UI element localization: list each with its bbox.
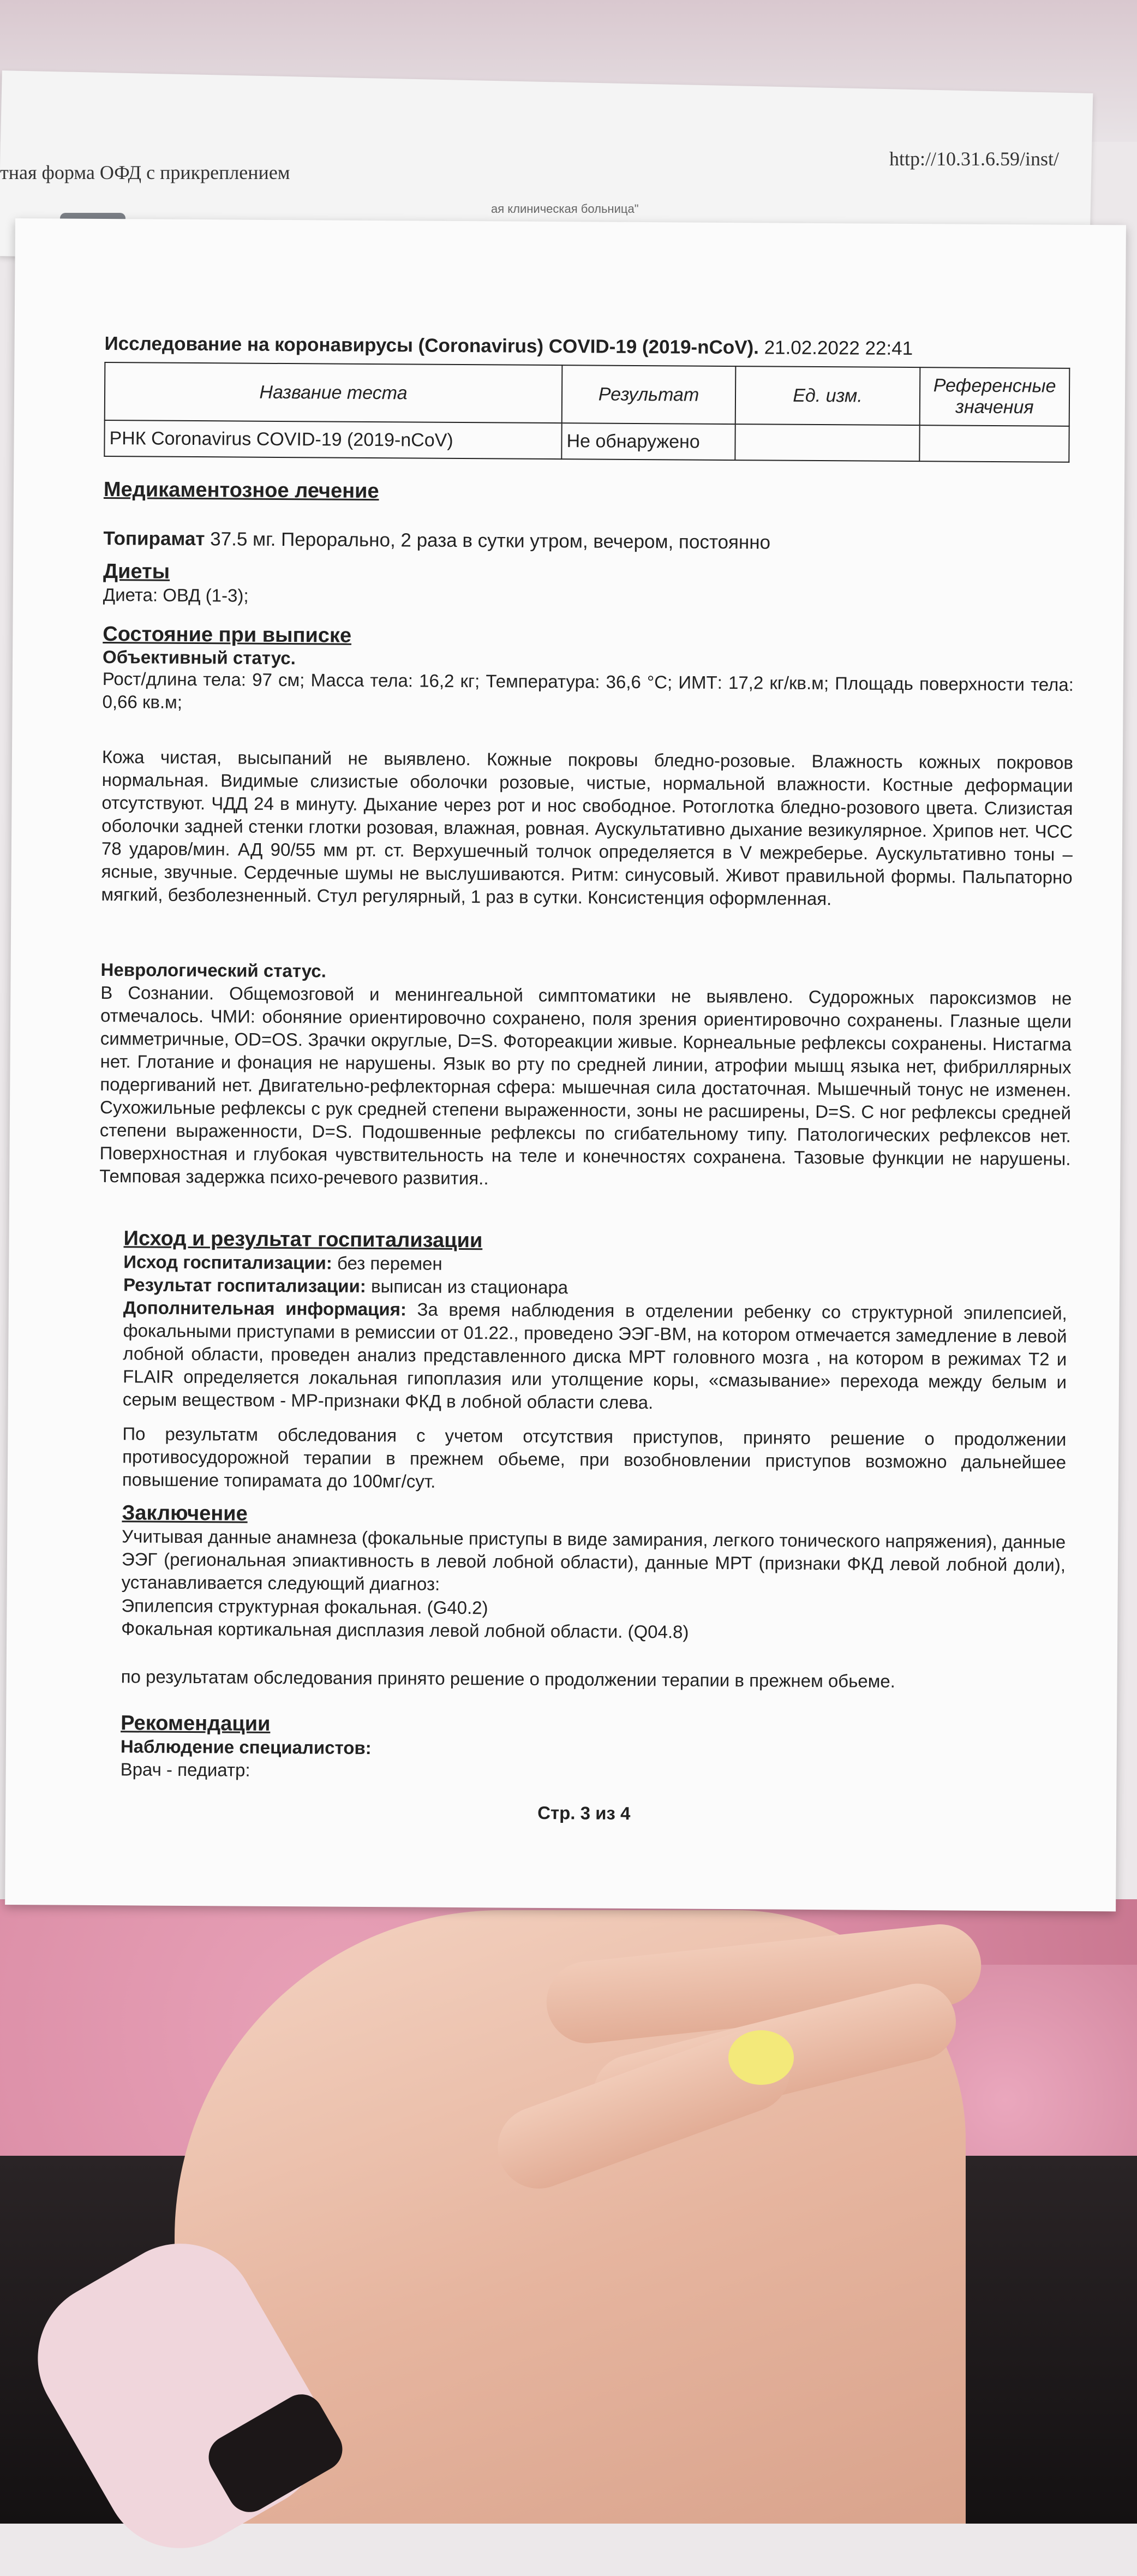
- table-header: Референсные значения: [920, 367, 1070, 426]
- additional-info-text: За время наблюдения в отделении ребенку со структурной эпилепсией, фокальными приступами в ремиссии от 01.22., проведено ЭЭГ-ВМ, на котором отмечается замедление в левой лобной области, проведен анализ представленного диска МРТ головного мозга , на котором в режимах Т2 и FLAIR определяется локальная гипоплазия или утолщение коры, «смазывание» перехода между белым и серым веществом - МР-признаки ФКД в лобной области слева.: [122, 1299, 1067, 1413]
- page-number: Стр. 3 из 4: [537, 1802, 631, 1823]
- table-cell: [919, 425, 1069, 462]
- result-line: [123, 1273, 568, 1299]
- table-header: Ед. изм.: [735, 366, 920, 425]
- back-sheet-header-left: тная форма ОФД с прикреплением: [0, 162, 290, 183]
- conclusion-heading: Заключение: [122, 1501, 248, 1525]
- back-sheet-header-right: http://10.31.6.59/inst/: [889, 148, 1060, 170]
- decision-text: по результатам обследования принято решение о продолжении терапии в прежнем обьеме.: [121, 1666, 896, 1691]
- table-cell: [735, 424, 919, 461]
- medication-heading: Медикаментозное лечение: [103, 478, 379, 503]
- diet-heading: Диеты: [103, 559, 170, 583]
- table-cell: РНК Coronavirus COVID-19 (2019-nCoV): [104, 420, 561, 459]
- diagnosis-2: Фокальная кортикальная дисплазия левой лобной области. (Q04.8): [121, 1618, 689, 1642]
- covid-test-datetime: 21.02.2022 22:41: [764, 337, 913, 360]
- table-header: Название теста: [105, 362, 562, 423]
- outcome-line: [123, 1250, 442, 1275]
- diet-text: Диета: ОВД (1-3);: [103, 584, 249, 606]
- document-page: [5, 218, 1126, 1911]
- yellow-nail: [728, 2030, 794, 2085]
- additional-info: [123, 1296, 1067, 1417]
- covid-test-title-text: Исследование на коронавирусы (Coronavirus) COVID-19 (2019-nCoV).: [104, 333, 759, 359]
- outcome-label: Исход госпитализации:: [123, 1251, 332, 1273]
- neuro-text: В Сознании. Общемозговой и менингеальной симптоматики не выявлено. Судорожных пароксизмов не отмечалось. ЧМИ: обоняние ориентировочно сохранено, поля зрения ориентировочно сохранены. Глазные щели симметричные, OD=OS. Зрачки округлые, D=S. Фотореакции живые. Корнеальные рефлексы сохранены. Нистагма нет. Глотание и фонация не нарушены. Язык во рту по средней линии, атрофии мышц языка нет, фибриллярных подергиваний нет. Двигательно-рефлекторная сфера: мышечная сила достаточная. Мышечный тонус не изменен. Сухожильные рефлексы с рук средней степени выраженности, зоны не расширены, D=S. С ног рефлексы средней степени выраженности, D=S. Подошвенные рефлексы по сгибательному типу. Патологических рефлексов нет. Поверхностная и глубокая чувствительность на теле и конечностях сохранена. Тазовые функции не нарушены. Темповая задержка психо-речевого развития..: [99, 982, 1072, 1189]
- medication-text: 37.5 мг. Перорально, 2 раза в сутки утром, вечером, постоянно: [210, 528, 771, 553]
- plan-text: По результатм обследования с учетом отсутствия приступов, принято решение о продолжении противосудорожной терапии в прежнем обьеме, при возобновлении приступов возможно дальнейшее повышение топирамата до 100мг/сут.: [122, 1423, 1067, 1492]
- conclusion-text: Учитывая данные анамнеза (фокальные приступы в виде замирания, легкого тонического напряжения), данные ЭЭГ (региональная эпиактивность в левой лобной области), данные МРТ (признаки ФКД левой лобной доли), устанавливается следующий диагноз:: [121, 1526, 1066, 1594]
- diagnosis-1: Эпилепсия структурная фокальная. (G40.2): [121, 1595, 488, 1618]
- discharge-heading: Состояние при выписке: [103, 622, 352, 647]
- doctor-line: Врач - педиатр:: [120, 1759, 250, 1780]
- anthropometry-text: Рост/длина тела: 97 см; Масса тела: 16,2 кг; Температура: 36,6 °С; ИМТ: 17,2 кг/кв.м; Площадь поверхности тела: 0,66 кв.м;: [102, 668, 1074, 712]
- result-value: выписан из стационара: [370, 1276, 568, 1298]
- neuro-heading: Неврологический статус.: [100, 959, 326, 981]
- table-header: Результат: [562, 365, 736, 424]
- additional-info-label: Дополнительная информация:: [123, 1297, 407, 1320]
- outcome-heading: Исход и результат госпитализации: [123, 1227, 483, 1253]
- covid-test-title: [104, 332, 1075, 361]
- specialists-heading: Наблюдение специалистов:: [120, 1736, 372, 1758]
- back-sheet-small-text: ая клиническая больница": [491, 202, 639, 216]
- result-label: Результат госпитализации:: [123, 1274, 366, 1296]
- outcome-value: без перемен: [337, 1253, 442, 1274]
- covid-test-table: [104, 362, 1070, 463]
- recommendations-heading: Рекомендации: [121, 1712, 271, 1736]
- table-row: [104, 420, 1069, 462]
- objective-heading: Объективный статус.: [102, 646, 296, 669]
- medication-line: [103, 527, 1074, 556]
- table-cell: Не обнаружено: [561, 423, 735, 460]
- exam-text: Кожа чистая, высыпаний не выявлено. Кожные покровы бледно-розовые. Влажность кожных покровов нормальная. Видимые слизистые оболочки розовые, чистые, нормальной влажности. Костные деформации отсутствуют. ЧДД 24 в минуту. Дыхание через рот и нос свободное. Ротоглотка бледно-розового цвета. Слизистая оболочки задней стенки глотки розовая, влажная, ровная. Аускультативно дыхание везикулярное. Хрипов нет. ЧСС 78 ударов/мин. АД 90/55 мм рт. ст. Верхушечный толчок определяется в V межреберье. Аускультативно тоны – ясные, звучные. Сердечные шумы не выслушиваются. Ритм: синусовый. Живот правильной формы. Пальпаторно мягкий, безболезненный. Стул регулярный, 1 раз в сутки. Консистенция оформленная.: [101, 746, 1074, 909]
- medication-drug: Топирамат: [103, 527, 205, 550]
